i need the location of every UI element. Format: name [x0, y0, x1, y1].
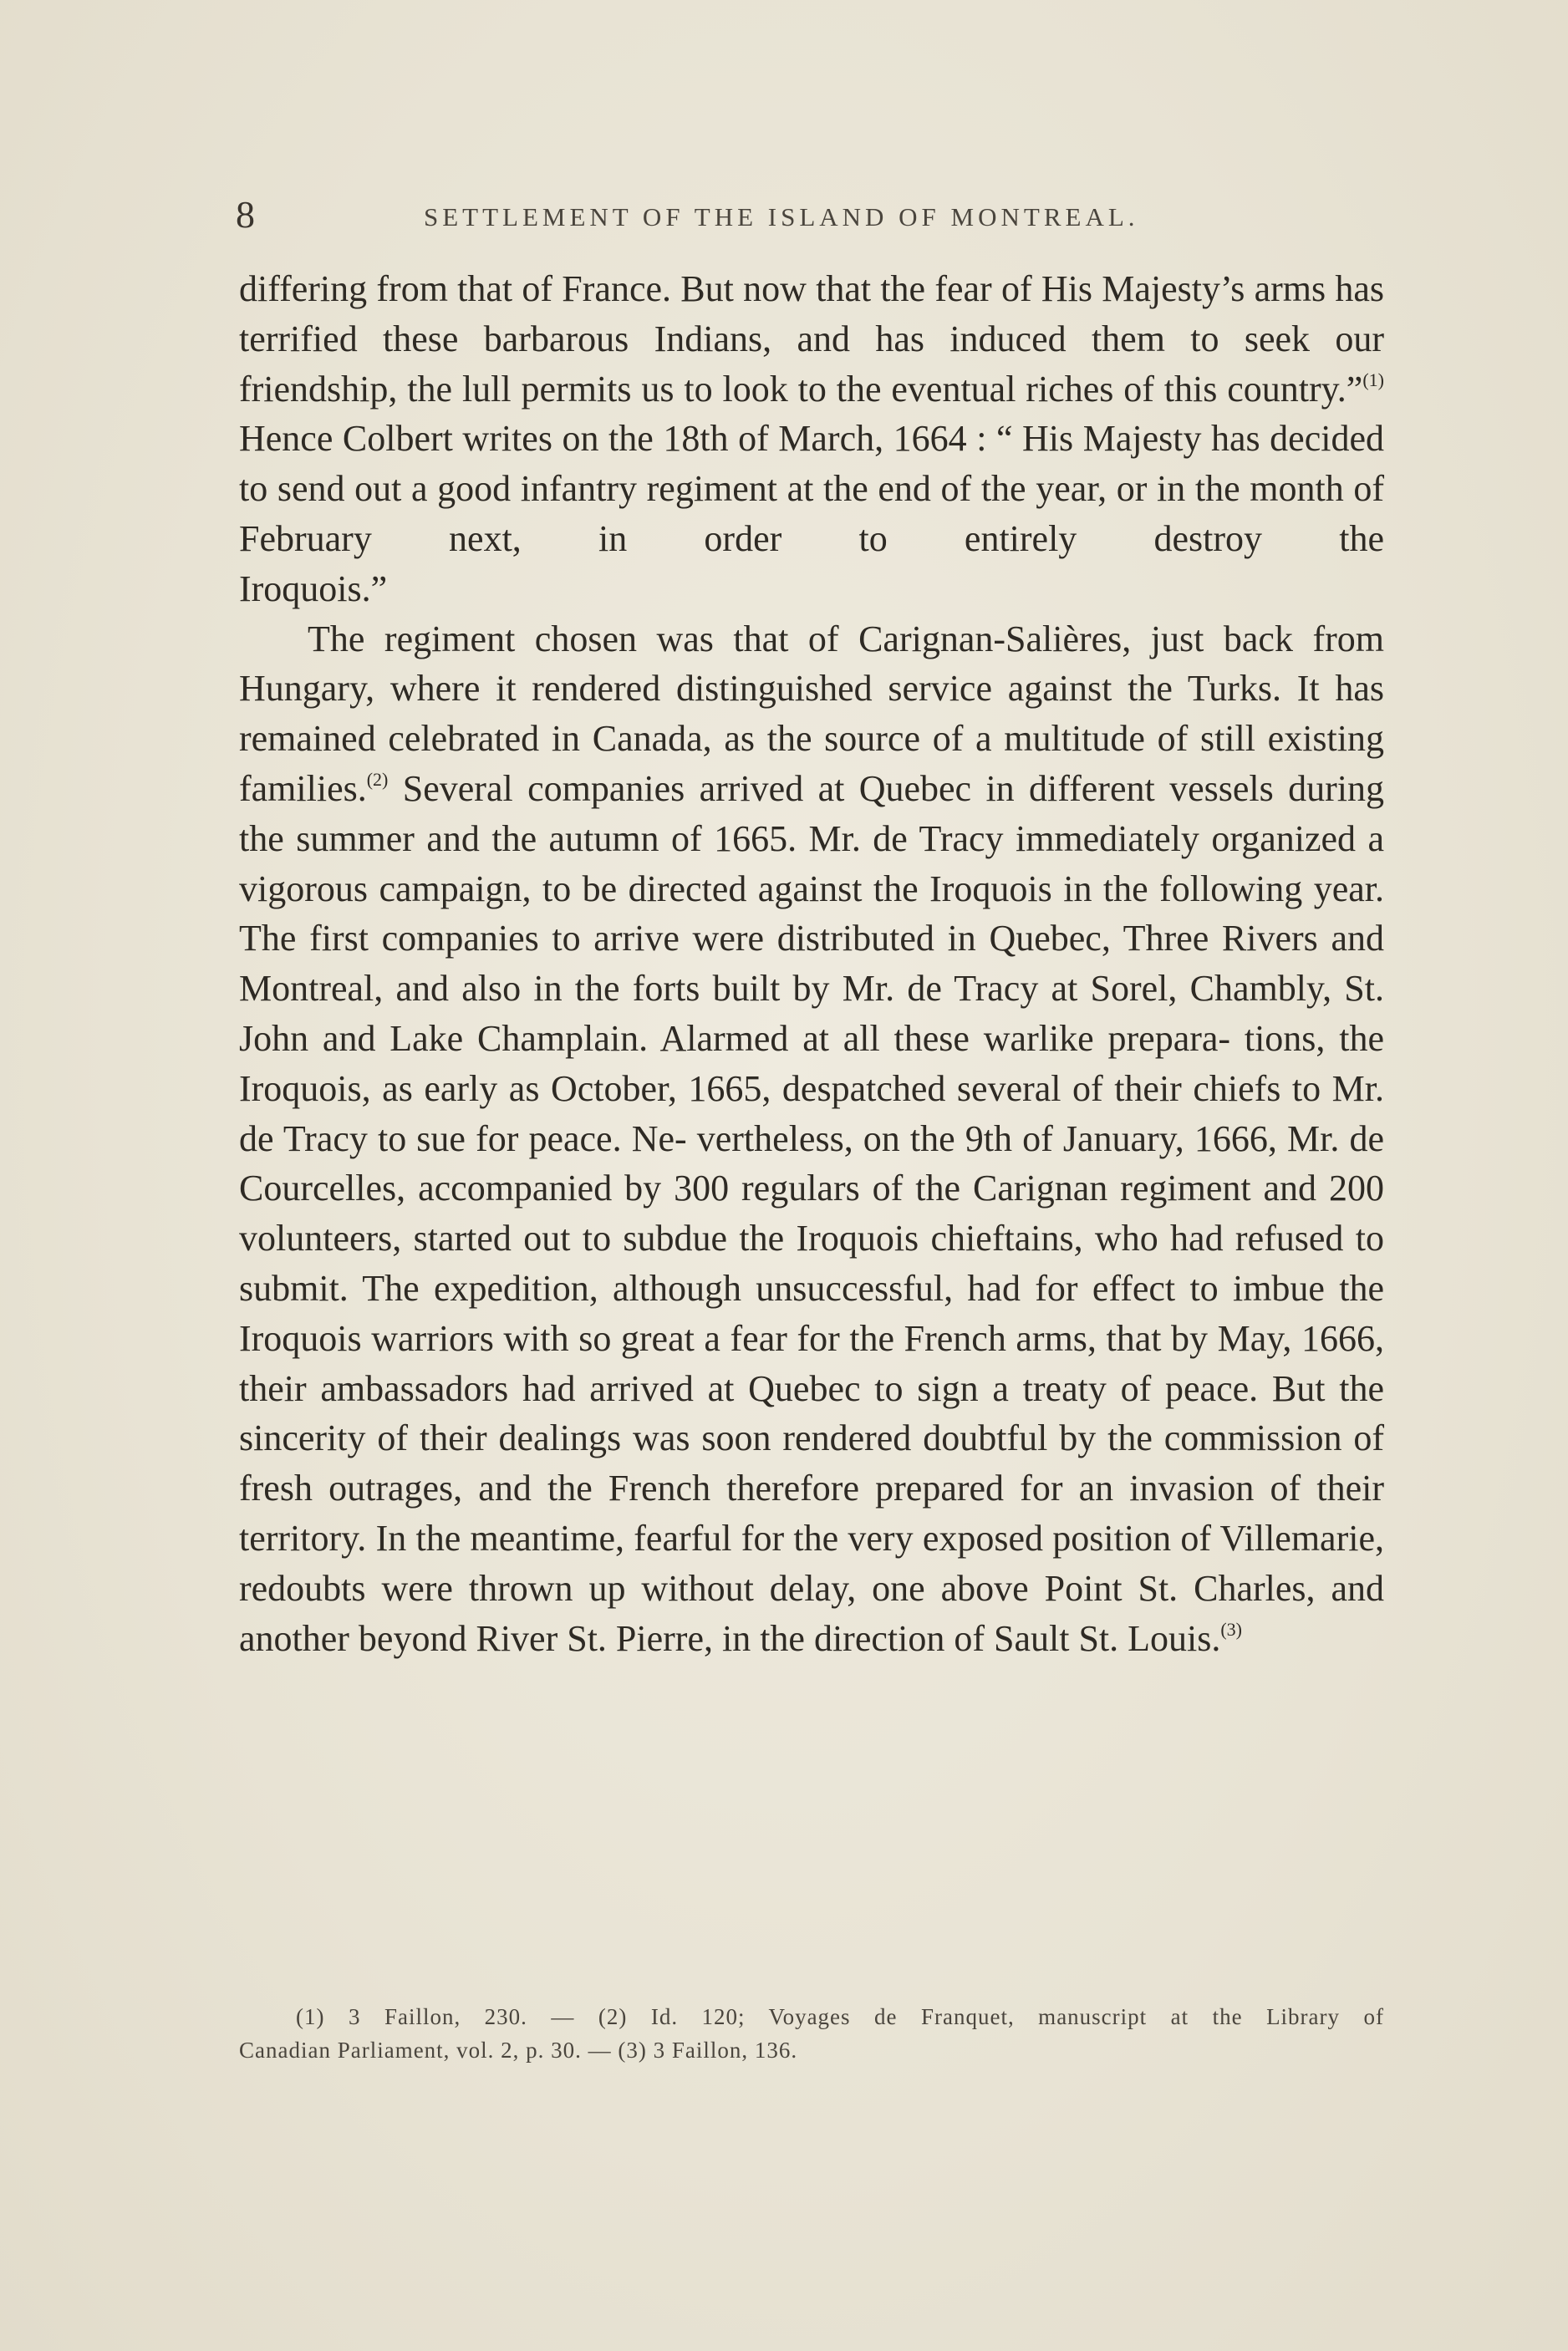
- footnote-line: Canadian Parliament, vol. 2, p. 30. — (3) 3 Faillon, 136.: [239, 2038, 798, 2063]
- footnote-ref-1: (1): [1362, 369, 1384, 390]
- paragraph-text: Hence Colbert writes on the 18th of March, 1664 : “ His Majesty has decided to send out a good infantry regiment at the end of the year, or in the month of February next, in order to entirely destroy the: [239, 418, 1384, 559]
- paragraph-text: differing from that of France. But now that the fear of His Majesty’s arms has terrified these barbarous Indians, and has induced them to seek our friendship, the lull permits us to look to the eventual riches of this country.”: [239, 268, 1384, 410]
- footnote-line: (1) 3 Faillon, 230. — (2) Id. 120; Voyages de Franquet, manuscript at the Library of: [296, 2004, 1384, 2029]
- footnote-ref-3: (3): [1220, 1618, 1243, 1640]
- running-head: SETTLEMENT OF THE ISLAND OF MONTREAL.: [424, 202, 1139, 232]
- page-number: 8: [236, 193, 255, 236]
- paragraph-text: Several companies arrived at Quebec in different vessels during the summer and the autumn of 1665. Mr. de Tracy immediately organized a vigorous campaign, to be directed against the Iroquois in the following year. The first companies to arrive were distributed in Quebec, Three Rivers and Montreal, and also in the forts built by Mr. de Tracy at Sorel, Chambly, St. John and Lake Champlain. Alarmed at all these warlike prepara- tions, the Iroquois, as early as October, 1665, despatched several of their chiefs to Mr. de Tracy to sue for peace. Ne- vertheless, on the 9th of January, 1666, Mr. de Courcelles, accompanied by 300 regulars of the Carignan regiment and 200 volunteers, started out to subdue the Iroquois chieftains, who had refused to submit. The expedition, although unsuccessful, had for effect to imbue the Iroquois warriors with so great a fear for the French arms, that by May, 1666, their ambassadors had arrived at Quebec to sign a treaty of peace. But the sincerity of their dealings was soon rendered doubtful by the commission of fresh outrages, and the French therefore prepared for an invasion of their territory. In the meantime, fearful for the very exposed position of Villemarie, redoubts were thrown up without delay, one above Point St. Charles, and another beyond River St. Pierre, in the direction of Sault St. Louis.: [239, 767, 1384, 1659]
- footnote-ref-2: (2): [366, 768, 389, 790]
- paragraph-text: The regiment chosen was that of Carignan-Salières, just back from Hungary, where it rendered distinguished service against the Turks. It has remained celebrated in Canada, as the source of a multitude of still existing families.: [239, 618, 1384, 809]
- paragraph-continued: [239, 264, 1384, 564]
- paragraph-text: Iroquois.”: [239, 567, 388, 609]
- paragraph-end-line: [239, 564, 1384, 614]
- paragraph: [239, 614, 1384, 1664]
- body-text: [239, 264, 1384, 1663]
- page-header: [236, 192, 1381, 242]
- footnotes: [239, 2000, 1384, 2067]
